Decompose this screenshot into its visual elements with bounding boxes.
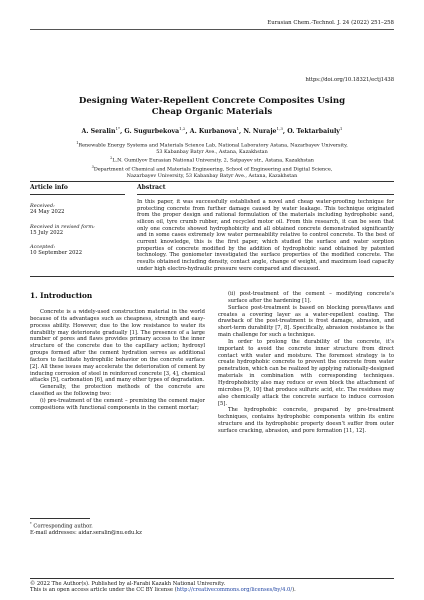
author-sup: 1	[339, 126, 343, 131]
affiliation	[30, 140, 394, 179]
paragraph: Surface post-treatment is based on blocking pores/flaws and creates a covering layer as a water-repellent coating. The drawback of the post-treatment is frost damage, abrasion, and short-term durability [7, 8]. Specifically, abrasion resistance is the main challenge for such a technique.	[218, 304, 394, 339]
abstract-rule-bottom	[30, 276, 394, 277]
paper-title	[30, 96, 394, 117]
info-rule-left	[30, 194, 125, 195]
revised-date: 15 July 2022	[30, 229, 64, 236]
footnote-email[interactable]: E-mail addresses: aidar.seralin@nu.edu.kz	[30, 530, 142, 537]
author-name: A. Seralin	[81, 128, 116, 136]
author-sup: 1*	[115, 126, 121, 131]
doi-link[interactable]: https://doi.org/10.18321/ectj1438	[305, 77, 394, 83]
author-sup: 1	[236, 126, 240, 131]
info-rule-top	[30, 181, 394, 182]
affiliation-sup: 1	[76, 141, 79, 145]
affiliation-line: 53 Kabanbay Batyr Ave., Astana, Kazakhstan	[156, 148, 268, 155]
info-rule-right	[137, 194, 394, 195]
affiliation-sup: 3	[91, 164, 94, 169]
paragraph: (i) pre-treatment of the cement – premixing the cement major compositions with functional components in the cement mortar;	[30, 397, 205, 411]
author-name: O. Tektarbaiuly	[287, 128, 340, 136]
affiliation-sup: 2	[110, 156, 113, 161]
author-name: N. Nuraje	[243, 128, 277, 136]
abstract-heading: Abstract	[137, 184, 166, 191]
affiliation-line: L.N. Gumilyov Eurasian National University, 2, Satpayev str., Astana, Kazakhstan	[112, 157, 314, 164]
author-list: A. Seralin$^{1*}$, G. Sugurbekova$^{1,2}$, A. Kurbanova$^1$, N. Nuraje$^{1,3}$, O. Tektarbaiuly$^1$	[81, 126, 343, 136]
paragraph: (ii) post-treatment of the cement – modifying concrete’s surface after the hardening [1].	[228, 291, 394, 304]
footnote-corresponding: Corresponding author.	[33, 523, 93, 530]
author-name: G. Sugurbekova	[124, 128, 180, 136]
accepted-label: Accepted:	[30, 244, 56, 251]
copyright-rule	[30, 578, 394, 579]
article-dates	[30, 203, 130, 257]
footnote-rule	[30, 518, 90, 519]
license-prefix: This is an open access article under the CC BY license (	[30, 587, 177, 594]
author-name: A. Kurbanova	[189, 128, 237, 136]
footnote: * Corresponding author. E-mail addresses: aidar.seralin@nu.edu.kz	[30, 521, 205, 537]
right-column	[218, 291, 394, 435]
copyright-line: © 2022 The Author(s). Published by al-Farabi Kazakh National University.	[30, 580, 226, 587]
license-suffix: ).	[292, 587, 296, 594]
title-line: Cheap Organic Materials	[151, 106, 273, 117]
abstract-text: In this paper, it was successfully established a novel and cheap water-proofing technique for protecting concrete from further damage caused by water leakage. This technique originated from the proper design and rational formulation of the materials including hydrophobic sand, silicon oil, tyre crumb rubber, and recycled motor oil. From this research, it can be seen that only one concrete showed hydrophobicity and all obtained concrete demonstrated significantly and in some cases extremely low water permeability relative to control concrete. To the best of current knowledge, this is the first paper, which studied the surface and water sorption properties of concrete modified by the addition of hydrophobic sand obtained by patented technology. The goniometer investigated the surface properties of the modified concrete. The results obtained including density, contact angle, change of weight, and maximum load capacity under high electro-hydraulic pressure were compared and discussed.	[137, 199, 394, 272]
received-label: Received:	[30, 203, 55, 209]
received-date: 24 May 2022	[30, 209, 65, 216]
section-heading: 1. Introduction	[30, 291, 93, 300]
affiliation-line: Renewable Energy Systems and Materials Science Lab, National Laboratory Astana, Nazarbayev University,	[78, 142, 348, 149]
license-link[interactable]: http://creativecommons.org/licenses/by/4.0/	[176, 587, 293, 594]
paragraph: Generally, the protection methods of the concrete are classified as the following two:	[30, 384, 205, 398]
paragraph: Concrete is a widely-used construction material in the world because of its advantages such as cheapness, strength and easy-process ability. However, due to the low resistance to water its durability may deteriorate gradually [1]. The presence of a large number of pores and flaws provides primary access to the inner structure of the concrete due to the capillary action; hydroxyl groups formed after the cement hydration serves as additional factors to facilitate hydrophilic behavior on the concrete surface [2]. All these issues may accelerate the deterioration of cement by inducing corrosion of steel in reinforced concrete [3, 4], chemical attacks [5], carbonation [6], and many other types of degradation.	[30, 309, 205, 384]
paragraph: The hydrophobic concrete, prepared by pre-treatment techniques, contains hydrophobic components within its entire structure and its hydrophobic property doesn’t suffer from outer surface cracking, abrasion, and pore formation [11, 12].	[218, 407, 394, 434]
article-info-heading: Article info	[30, 184, 68, 191]
header-rule	[30, 29, 394, 30]
revised-label: Received in revised form:	[30, 223, 95, 230]
accepted-date: 10 September 2022	[30, 250, 82, 257]
paragraph: In order to prolong the durability of the concrete, it’s important to avoid the concrete inner structure from direct contact with water and moisture. The foremost strategy is to create hydrophobic concrete to prevent the concrete from water penetration, which can be realized by applying rationally-designed materials in combination with corresponding techniques. Hydrophobicity also may reduce or even block the attachment of microbes [9, 10] that produce sulfuric acid, etc. The residues may also chemically attack the concrete surface to induce corrosion [5].	[218, 338, 394, 407]
journal-header: Eurasian Chem.-Technol. J. 24 (2022) 251–258	[267, 20, 394, 26]
affiliation-line: Department of Chemical and Materials Engineering, School of Engineering and Digital Science,	[93, 166, 333, 173]
author-sup: 1,3	[276, 126, 283, 131]
affiliation-line: Nazarbayev University, 53 Kabanbay Batyr Ave., Astana, Kazakhstan	[126, 172, 298, 179]
author-sup: 1,2	[179, 126, 186, 131]
left-column	[30, 309, 205, 412]
title-line: Designing Water-Repellent Concrete Composites Using	[78, 96, 346, 106]
copyright-notice	[30, 581, 394, 594]
